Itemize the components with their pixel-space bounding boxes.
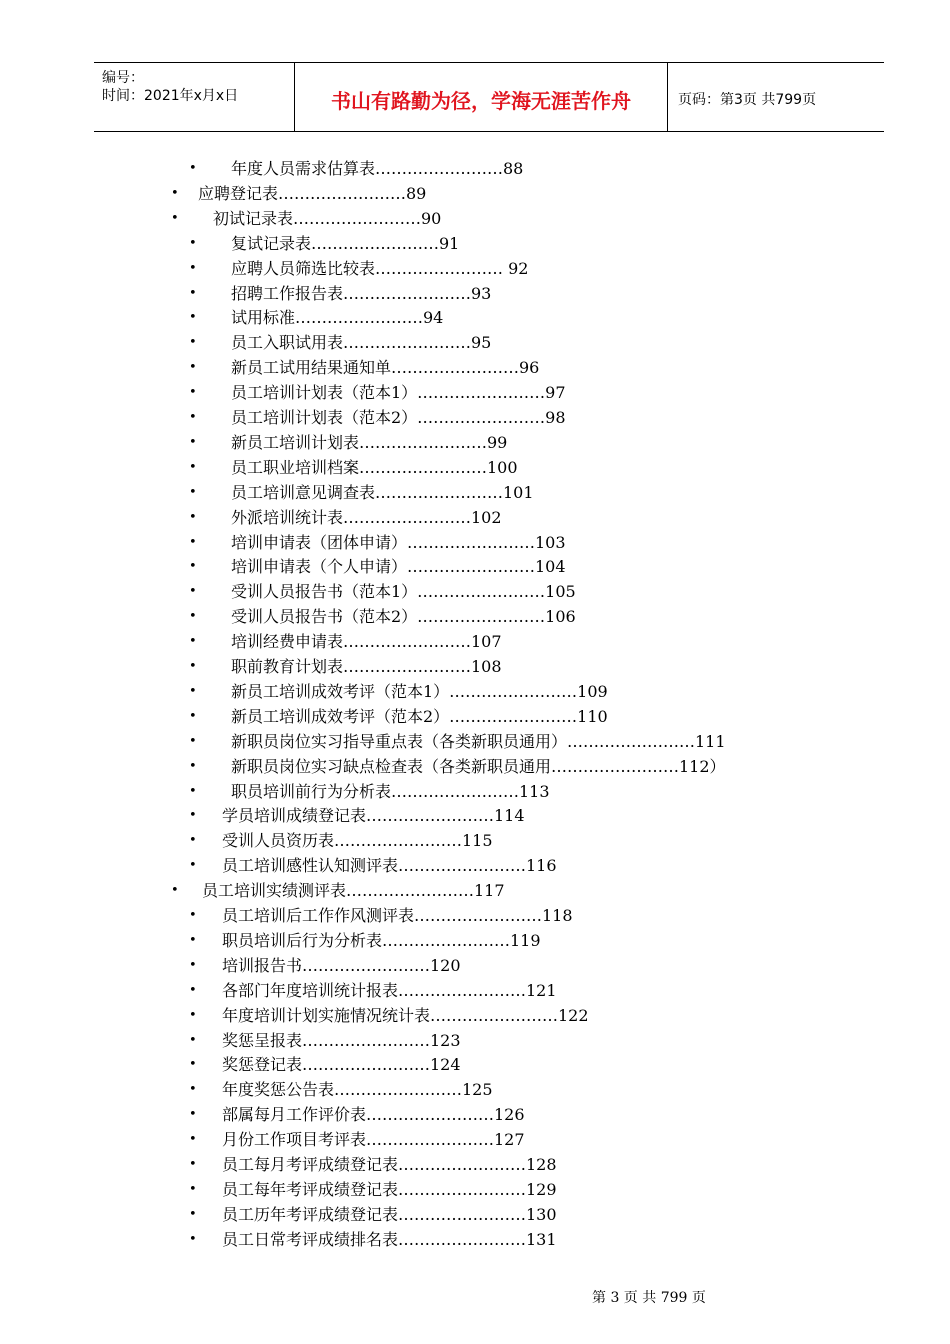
bullet-icon: • (189, 609, 197, 624)
toc-entry-text: 年度人员需求估算表……………………88 (231, 159, 524, 178)
toc-entry-text: 员工入职试用表……………………95 (231, 333, 492, 352)
bullet-icon: • (189, 335, 197, 350)
bullet-icon: • (189, 1008, 197, 1023)
bullet-icon: • (189, 1182, 197, 1197)
toc-entry-text: 培训申请表（个人申请）……………………104 (231, 557, 566, 576)
bullet-icon: • (189, 435, 197, 450)
toc-entry-text: 应聘登记表……………………89 (198, 184, 427, 203)
toc-entry-text: 初试记录表……………………90 (213, 209, 442, 228)
toc-entry-text: 月份工作项目考评表……………………127 (222, 1130, 525, 1149)
header-meta-cell (94, 63, 295, 131)
header-page-info: 页码：第3页 共799页 (678, 92, 817, 108)
toc-entry-text: 培训申请表（团体申请）……………………103 (231, 533, 566, 552)
toc-entry-text: 奖惩呈报表……………………123 (222, 1031, 461, 1050)
toc-entry-text: 新员工试用结果通知单……………………96 (231, 358, 540, 377)
toc-entry-text: 员工培训意见调查表……………………101 (231, 483, 534, 502)
toc-entry-text: 员工历年考评成绩登记表……………………130 (222, 1205, 557, 1224)
toc-entry-text: 奖惩登记表……………………124 (222, 1055, 461, 1074)
toc-entry-text: 员工培训计划表（范本1）……………………97 (231, 383, 566, 402)
bullet-icon: • (171, 883, 179, 898)
bullet-icon: • (189, 286, 197, 301)
bullet-icon: • (189, 261, 197, 276)
bullet-icon: • (189, 983, 197, 998)
toc-entry-text: 职员培训后行为分析表……………………119 (222, 931, 541, 950)
toc-entry-text: 新员工培训计划表……………………99 (231, 433, 508, 452)
toc-entry-text: 试用标准……………………94 (231, 308, 444, 327)
toc-entry-text: 员工日常考评成绩排名表……………………131 (222, 1230, 557, 1249)
header-page-cell (668, 63, 884, 131)
bullet-icon: • (171, 211, 179, 226)
bullet-icon: • (189, 236, 197, 251)
bullet-icon: • (189, 808, 197, 823)
toc-entry-text: 部属每月工作评价表……………………126 (222, 1105, 525, 1124)
bullet-icon: • (189, 958, 197, 973)
bullet-icon: • (189, 858, 197, 873)
bullet-icon: • (189, 1033, 197, 1048)
bullet-icon: • (171, 186, 179, 201)
toc-entry-text: 学员培训成绩登记表……………………114 (222, 806, 525, 825)
bullet-icon: • (189, 559, 197, 574)
bullet-icon: • (189, 161, 197, 176)
toc-entry-text: 各部门年度培训统计报表……………………121 (222, 981, 557, 1000)
document-time-label: 时间：2021年x月x日 (102, 88, 239, 104)
toc-entry-text: 受训人员资历表……………………115 (222, 831, 493, 850)
bullet-icon: • (189, 784, 197, 799)
toc-entry-text: 员工培训实绩测评表……………………117 (202, 881, 505, 900)
bullet-icon: • (189, 659, 197, 674)
page-footer: 第 3 页 共 799 页 (592, 1290, 706, 1306)
document-number-label: 编号： (102, 70, 144, 86)
bullet-icon: • (189, 1082, 197, 1097)
header-motto-cell (295, 63, 668, 131)
bullet-icon: • (189, 584, 197, 599)
bullet-icon: • (189, 833, 197, 848)
toc-entry-text: 员工每年考评成绩登记表……………………129 (222, 1180, 557, 1199)
bullet-icon: • (189, 485, 197, 500)
toc-entry-text: 受训人员报告书（范本2）……………………106 (231, 607, 576, 626)
toc-entry-text: 年度培训计划实施情况统计表……………………122 (222, 1006, 589, 1025)
bullet-icon: • (189, 1232, 197, 1247)
bullet-icon: • (189, 310, 197, 325)
toc-entry-text: 培训经费申请表……………………107 (231, 632, 502, 651)
toc-entry-text: 新员工培训成效考评（范本2）……………………110 (231, 707, 608, 726)
toc-entry-text: 招聘工作报告表……………………93 (231, 284, 492, 303)
toc-entry-text: 年度奖惩公告表……………………125 (222, 1080, 493, 1099)
toc-entry-text: 员工每月考评成绩登记表……………………128 (222, 1155, 557, 1174)
toc-entry-text: 受训人员报告书（范本1）……………………105 (231, 582, 576, 601)
bullet-icon: • (189, 634, 197, 649)
bullet-icon: • (189, 734, 197, 749)
bullet-icon: • (189, 709, 197, 724)
bullet-icon: • (189, 360, 197, 375)
toc-entry-text: 员工培训感性认知测评表……………………116 (222, 856, 557, 875)
toc-entry-text: 新职员岗位实习指导重点表（各类新职员通用）……………………111 (231, 732, 726, 751)
bullet-icon: • (189, 908, 197, 923)
toc-entry-text: 新职员岗位实习缺点检查表（各类新职员通用……………………112） (231, 757, 726, 776)
header-motto: 书山有路勤为径，学海无涯苦作舟 (331, 89, 631, 113)
bullet-icon: • (189, 535, 197, 550)
bullet-icon: • (189, 1157, 197, 1172)
page-header (94, 62, 884, 132)
bullet-icon: • (189, 1132, 197, 1147)
bullet-icon: • (189, 933, 197, 948)
bullet-icon: • (189, 1057, 197, 1072)
toc-entry-text: 复试记录表……………………91 (231, 234, 460, 253)
bullet-icon: • (189, 759, 197, 774)
toc-entry-text: 员工培训计划表（范本2）……………………98 (231, 408, 566, 427)
toc-entry-text: 员工培训后工作作风测评表……………………118 (222, 906, 573, 925)
bullet-icon: • (189, 385, 197, 400)
toc-entry-text: 职前教育计划表……………………108 (231, 657, 502, 676)
toc-entry-text: 培训报告书……………………120 (222, 956, 461, 975)
bullet-icon: • (189, 1107, 197, 1122)
toc-entry-text: 员工职业培训档案……………………100 (231, 458, 518, 477)
bullet-icon: • (189, 460, 197, 475)
toc-entry-text: 外派培训统计表……………………102 (231, 508, 502, 527)
bullet-icon: • (189, 410, 197, 425)
toc-entry-text: 新员工培训成效考评（范本1）……………………109 (231, 682, 608, 701)
bullet-icon: • (189, 684, 197, 699)
bullet-icon: • (189, 1207, 197, 1222)
toc-entry-text: 职员培训前行为分析表……………………113 (231, 782, 550, 801)
toc-entry-text: 应聘人员筛选比较表…………………… 92 (231, 259, 529, 278)
bullet-icon: • (189, 510, 197, 525)
